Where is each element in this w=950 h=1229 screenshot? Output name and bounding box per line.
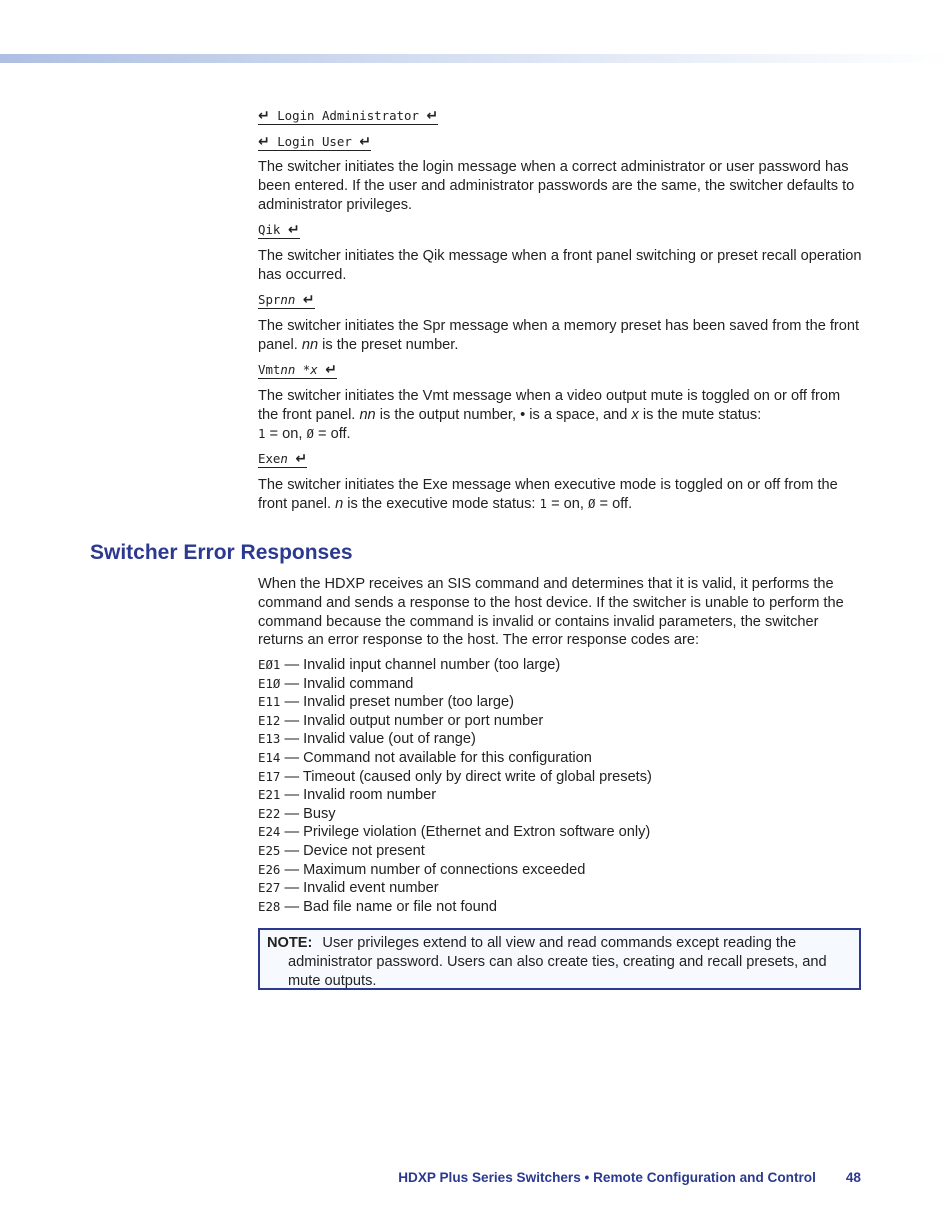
note-box: NOTE: User privileges extend to all view and read commands except reading the administrator password. Users can also create ties, creating and recall presets, and mute outputs.	[258, 928, 861, 990]
note-label: NOTE:	[267, 935, 313, 951]
list-item: EØ1 — Invalid input channel number (too large)	[258, 657, 561, 673]
enter-icon: ↵	[258, 108, 270, 124]
cmd-qik: Qik ↵	[258, 222, 300, 238]
list-item: E28 — Bad file name or file not found	[258, 898, 497, 915]
cmd-exe: Exen ↵	[258, 451, 308, 467]
header-gradient-bar	[0, 54, 950, 63]
enter-icon: ↵	[359, 134, 372, 150]
list-item: E26 — Maximum number of connections exceeded	[258, 861, 586, 878]
enter-icon: ↵	[287, 222, 300, 238]
page-footer	[398, 1170, 861, 1185]
list-item: E11 — Invalid preset number (too large)	[258, 694, 515, 711]
spr-description: The switcher initiates the Spr message when a memory preset has been saved from the front panel. nn is the preset number.	[258, 318, 860, 353]
error-code-list	[258, 656, 863, 916]
enter-icon: ↵	[325, 362, 337, 378]
cmd-spr: Sprnn ↵	[258, 292, 315, 308]
cmd-vmt: Vmtnn *x ↵	[258, 362, 337, 378]
footer-title: HDXP Plus Series Switchers • Remote Configuration and Control	[398, 1170, 816, 1185]
list-item: E13 — Invalid value (out of range)	[258, 731, 476, 748]
list-item: E21 — Invalid room number	[258, 787, 437, 804]
enter-icon: ↵	[426, 108, 439, 124]
list-item: E25 — Device not present	[258, 842, 425, 859]
list-item: E24 — Privilege violation (Ethernet and Extron software only)	[258, 824, 651, 841]
list-item: E12 — Invalid output number or port number	[258, 712, 544, 729]
enter-icon: ↵	[295, 451, 308, 467]
vmt-description: The switcher initiates the Vmt message when a video output mute is toggled on or off from the front panel. nn is the output number, • is a space, and x is the mute status: 1 = on, Ø = off.	[258, 388, 841, 442]
page-number: 48	[845, 1170, 861, 1185]
list-item: E27 — Invalid event number	[258, 880, 439, 897]
list-item: E22 — Busy	[258, 805, 336, 822]
list-item: E14 — Command not available for this configuration	[258, 749, 592, 766]
list-item: E17 — Timeout (caused only by direct write of global presets)	[258, 768, 652, 785]
section-title: Switcher Error Responses	[90, 541, 353, 564]
qik-description: The switcher initiates the Qik message when a front panel switching or preset recall operation has occurred.	[258, 248, 862, 283]
exe-description: The switcher initiates the Exe message when executive mode is toggled on or off from the front panel. n is the executive mode status: 1 = on, Ø = off.	[258, 477, 838, 512]
section-intro: When the HDXP receives an SIS command and determines that it is valid, it performs the command and sends a response to the host device. If the switcher is unable to perform the command because the command is invalid or contains invalid parameters, the switcher returns an error response to the host. The error response codes are:	[258, 576, 844, 649]
enter-icon: ↵	[302, 292, 315, 308]
enter-icon: ↵	[258, 134, 270, 150]
login-description: The switcher initiates the login message when a correct administrator or user password has been entered. If the user and administrator passwords are the same, the switcher defaults to administrator privileges.	[258, 159, 855, 213]
cmd-login-administrator: ↵ Login Administrator ↵	[258, 108, 439, 124]
list-item: E1Ø — Invalid command	[258, 675, 414, 692]
cmd-login-user: ↵ Login User ↵	[258, 134, 372, 150]
